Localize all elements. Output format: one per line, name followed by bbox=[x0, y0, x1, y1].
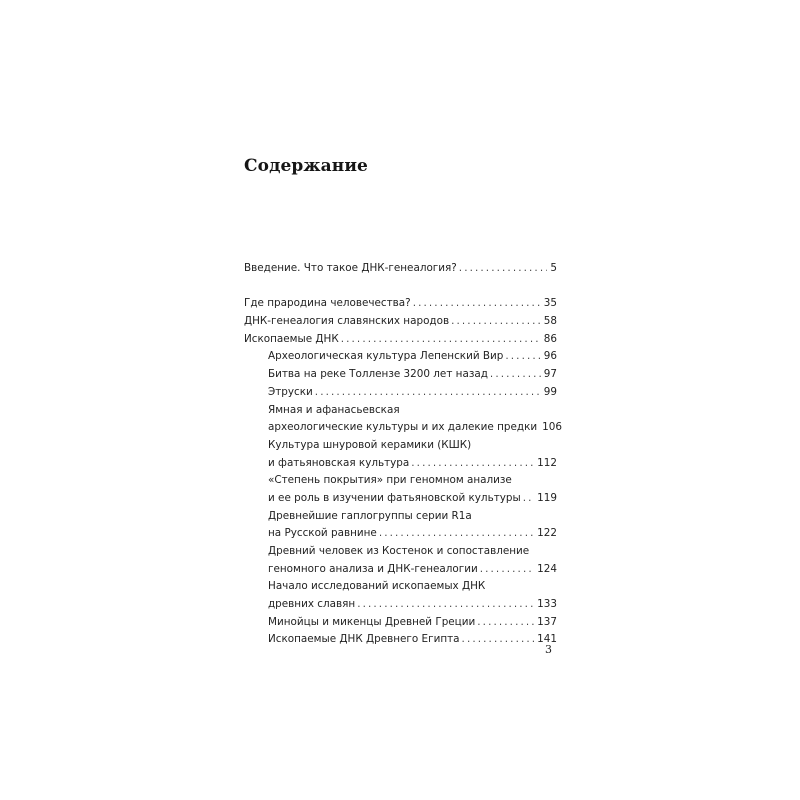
toc-subentry bbox=[244, 455, 557, 473]
toc-entry-title: Введение. Что такое ДНК-генеалогия? bbox=[244, 262, 457, 274]
toc-entry-title: Где прародина человечества? bbox=[244, 297, 411, 310]
toc-leader-dots bbox=[341, 331, 541, 349]
toc-leader-dots bbox=[315, 384, 541, 402]
page-title: Содержание bbox=[244, 156, 368, 176]
table-of-contents bbox=[244, 260, 562, 649]
toc-entry bbox=[244, 313, 557, 331]
toc-entry-page: 97 bbox=[543, 368, 557, 381]
toc-leader-dots bbox=[480, 561, 534, 579]
toc-subentry bbox=[244, 525, 557, 543]
toc-leader-dots bbox=[459, 260, 548, 278]
toc-entry-title: древних славян bbox=[268, 598, 356, 611]
toc-entry-title: археологические культуры и их далекие предки bbox=[268, 421, 538, 434]
toc-entry-title: Минойцы и микенцы Древней Греции bbox=[268, 615, 476, 628]
toc-subentry bbox=[244, 614, 557, 632]
toc-leader-dots bbox=[462, 631, 535, 649]
toc-entry-title: Ископаемые ДНК bbox=[244, 332, 339, 345]
toc-subentry-first-line: Культура шнуровой керамики (КШК) bbox=[268, 438, 472, 451]
toc-leader-dots bbox=[413, 295, 541, 313]
toc-leader-dots bbox=[523, 490, 534, 508]
toc-entry-title: Ископаемые ДНК Древнего Египта bbox=[268, 633, 460, 646]
toc-subentry bbox=[244, 631, 557, 649]
toc-entry-title: и фатьяновская культура bbox=[268, 456, 410, 469]
toc-entry-title: на Русской равнине bbox=[268, 527, 377, 540]
toc-subentry-first-line: «Степень покрытия» при геномном анализе bbox=[268, 474, 512, 487]
toc-entry-page: 119 bbox=[537, 491, 557, 504]
toc-subentry bbox=[244, 596, 557, 614]
toc-entry-page: 122 bbox=[537, 527, 557, 540]
toc-entry-title: ДНК-генеалогия славянских народов bbox=[244, 315, 450, 328]
toc-entry-page: 112 bbox=[537, 456, 557, 469]
toc-leader-dots bbox=[357, 596, 534, 614]
toc-subentry bbox=[244, 384, 557, 402]
toc-subentry-first-line: Начало исследований ископаемых ДНК bbox=[268, 580, 486, 593]
toc-leader-dots bbox=[490, 366, 541, 384]
toc-leader-dots bbox=[379, 525, 534, 543]
toc-entry-title: Битва на реке Толлензе 3200 лет назад bbox=[268, 368, 488, 381]
toc-leader-dots bbox=[477, 614, 534, 632]
toc-subentry bbox=[244, 366, 557, 384]
toc-leader-dots bbox=[451, 313, 541, 331]
toc-entry-page: 99 bbox=[543, 385, 557, 398]
toc-subentry bbox=[244, 348, 557, 366]
toc-subentry-first-line: Древний человек из Костенок и сопоставление bbox=[268, 545, 530, 557]
toc-subentry bbox=[244, 490, 557, 508]
toc-subentry-first-line: Ямная и афанасьевская bbox=[268, 403, 400, 416]
toc-entry-title: и ее роль в изучении фатьяновской культуры bbox=[268, 491, 521, 504]
toc-entry-title: Этруски bbox=[268, 385, 313, 398]
toc-entry-page: 137 bbox=[537, 615, 557, 628]
toc-entry-page: 141 bbox=[537, 633, 557, 646]
toc-leader-dots bbox=[505, 348, 540, 366]
toc-subentry bbox=[244, 419, 562, 437]
toc-entry-title: геномного анализа и ДНК-генеалогии bbox=[268, 562, 478, 575]
toc-entry-page: 96 bbox=[543, 350, 557, 363]
toc-entry bbox=[244, 331, 557, 349]
toc-entry-page: 133 bbox=[537, 598, 557, 611]
toc-entry-title: Археологическая культура Лепенский Вир bbox=[268, 350, 504, 363]
toc-entry-page: 86 bbox=[543, 332, 557, 345]
toc-entry-page: 124 bbox=[537, 562, 557, 575]
toc-subentry bbox=[244, 561, 557, 579]
toc-entry-page: 35 bbox=[543, 297, 557, 310]
toc-entry-page: 58 bbox=[543, 315, 557, 328]
toc-entry-page: 5 bbox=[550, 262, 557, 274]
toc-subentry-first-line: Древнейшие гаплогруппы серии R1a bbox=[268, 509, 472, 522]
toc-entry-page: 106 bbox=[542, 421, 562, 434]
toc-leader-dots bbox=[411, 455, 534, 473]
page-number: 3 bbox=[545, 643, 552, 656]
toc-entry bbox=[244, 295, 557, 313]
toc-entry-intro bbox=[244, 260, 557, 278]
